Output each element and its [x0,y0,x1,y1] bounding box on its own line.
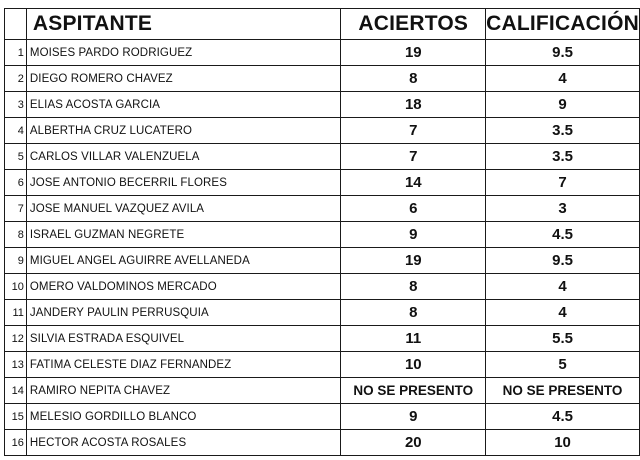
row-name[interactable]: MIGUEL ANGEL AGUIRRE AVELLANEDA [26,248,341,274]
row-name[interactable]: FATIMA CELESTE DIAZ FERNANDEZ [26,352,341,378]
row-calificacion[interactable]: 10 [486,430,640,456]
row-calificacion[interactable]: 5.5 [486,326,640,352]
row-aciertos[interactable]: 7 [341,144,486,170]
table-row [5,196,640,222]
table-row [5,66,640,92]
table-row [5,92,640,118]
row-name[interactable]: CARLOS VILLAR VALENZUELA [26,144,341,170]
row-aciertos[interactable]: NO SE PRESENTO [341,378,486,404]
row-calificacion[interactable]: 7 [486,170,640,196]
row-calificacion[interactable]: 4 [486,66,640,92]
row-index[interactable]: 14 [5,378,27,404]
row-aciertos[interactable]: 18 [341,92,486,118]
row-name[interactable]: MOISES PARDO RODRIGUEZ [26,40,341,66]
row-calificacion[interactable]: 4 [486,274,640,300]
row-index[interactable]: 16 [5,430,27,456]
row-name[interactable]: SILVIA ESTRADA ESQUIVEL [26,326,341,352]
row-name[interactable]: MELESIO GORDILLO BLANCO [26,404,341,430]
row-aciertos[interactable]: 10 [341,352,486,378]
header-row [5,9,640,40]
row-index[interactable]: 12 [5,326,27,352]
row-index[interactable]: 13 [5,352,27,378]
row-calificacion[interactable]: 4.5 [486,222,640,248]
results-table [4,8,640,456]
row-calificacion[interactable]: 9.5 [486,40,640,66]
table-row [5,326,640,352]
row-aciertos[interactable]: 9 [341,222,486,248]
row-index[interactable]: 3 [5,92,27,118]
row-index[interactable]: 7 [5,196,27,222]
row-calificacion[interactable]: 3.5 [486,118,640,144]
row-index[interactable]: 15 [5,404,27,430]
row-aciertos[interactable]: 8 [341,274,486,300]
row-name[interactable]: RAMIRO NEPITA CHAVEZ [26,378,341,404]
table-row [5,404,640,430]
row-aciertos[interactable]: 14 [341,170,486,196]
row-index[interactable]: 8 [5,222,27,248]
row-calificacion[interactable]: 5 [486,352,640,378]
row-index[interactable]: 10 [5,274,27,300]
row-name[interactable]: JANDERY PAULIN PERRUSQUIA [26,300,341,326]
header-aspirante[interactable]: ASPITANTE [26,9,341,40]
row-aciertos[interactable]: 9 [341,404,486,430]
row-calificacion[interactable]: 9.5 [486,248,640,274]
table-row [5,352,640,378]
row-name[interactable]: DIEGO ROMERO CHAVEZ [26,66,341,92]
row-index[interactable]: 6 [5,170,27,196]
row-calificacion[interactable]: 3.5 [486,144,640,170]
row-name[interactable]: ISRAEL GUZMAN NEGRETE [26,222,341,248]
row-aciertos[interactable]: 8 [341,300,486,326]
row-calificacion[interactable]: 9 [486,92,640,118]
table-row [5,222,640,248]
table-row [5,40,640,66]
header-aciertos[interactable]: ACIERTOS [341,9,486,40]
row-name[interactable]: ALBERTHA CRUZ LUCATERO [26,118,341,144]
row-index[interactable]: 2 [5,66,27,92]
row-calificacion[interactable]: 4.5 [486,404,640,430]
row-name[interactable]: JOSE ANTONIO BECERRIL FLORES [26,170,341,196]
row-name[interactable]: JOSE MANUEL VAZQUEZ AVILA [26,196,341,222]
row-calificacion[interactable]: 4 [486,300,640,326]
table-row [5,274,640,300]
row-aciertos[interactable]: 6 [341,196,486,222]
row-index[interactable]: 11 [5,300,27,326]
row-aciertos[interactable]: 19 [341,40,486,66]
header-index-cell[interactable] [5,9,27,40]
row-index[interactable]: 4 [5,118,27,144]
row-name[interactable]: ELIAS ACOSTA GARCIA [26,92,341,118]
row-index[interactable]: 1 [5,40,27,66]
header-calificacion[interactable]: CALIFICACIÓN [486,9,640,40]
row-name[interactable]: OMERO VALDOMINOS MERCADO [26,274,341,300]
row-name[interactable]: HECTOR ACOSTA ROSALES [26,430,341,456]
table-row [5,300,640,326]
table-row [5,430,640,456]
table-row [5,378,640,404]
row-index[interactable]: 5 [5,144,27,170]
row-index[interactable]: 9 [5,248,27,274]
table-row [5,118,640,144]
row-aciertos[interactable]: 8 [341,66,486,92]
row-aciertos[interactable]: 7 [341,118,486,144]
row-calificacion[interactable]: 3 [486,196,640,222]
row-aciertos[interactable]: 11 [341,326,486,352]
row-aciertos[interactable]: 20 [341,430,486,456]
row-calificacion[interactable]: NO SE PRESENTO [486,378,640,404]
row-aciertos[interactable]: 19 [341,248,486,274]
table-row [5,144,640,170]
table-row [5,248,640,274]
table-row [5,170,640,196]
